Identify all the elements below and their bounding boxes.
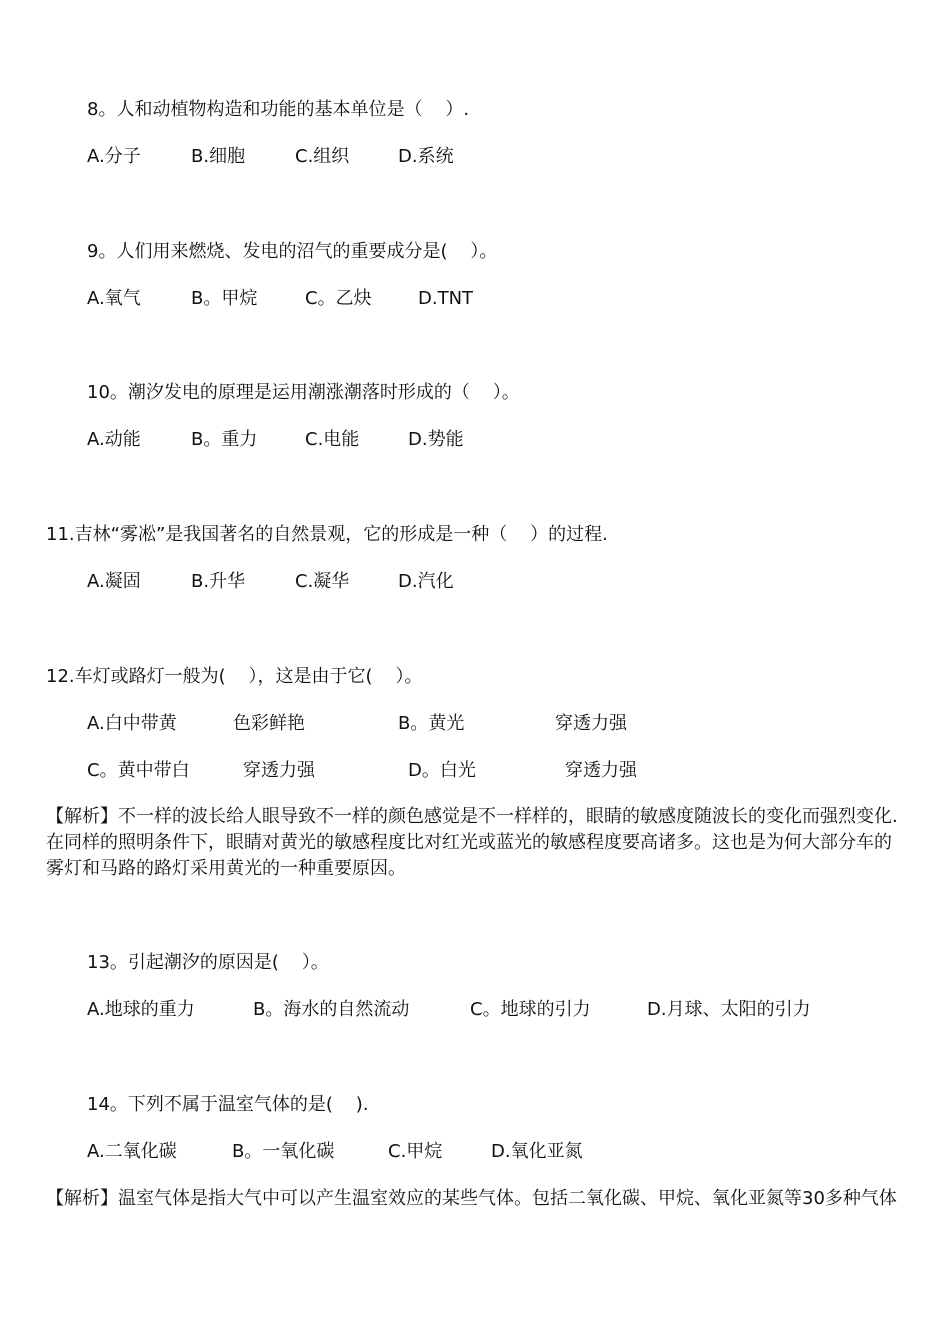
question-12-option-c: C。黄中带白	[87, 760, 190, 781]
question-11-stem: 11.吉林“雾凇”是我国著名的自然景观，它的形成是一种（ ）的过程.	[46, 524, 608, 545]
question-10-option-d: D.势能	[408, 429, 464, 450]
question-14-option-c: C.甲烷	[388, 1141, 443, 1162]
question-12-option-d: D。白光	[408, 760, 476, 781]
question-14-option-b: B。一氧化碳	[232, 1141, 335, 1162]
question-10-option-a: A.动能	[87, 429, 141, 450]
question-8-option-a: A.分子	[87, 146, 141, 167]
question-13-option-d: D.月球、太阳的引力	[647, 999, 811, 1020]
question-12-option-b: B。黄光	[398, 713, 465, 734]
question-14-option-a: A.二氧化碳	[87, 1141, 177, 1162]
question-9-option-d: D.TNT	[418, 288, 474, 309]
question-9-option-c: C。乙炔	[305, 288, 372, 309]
question-9-stem: 9。人们用来燃烧、发电的沼气的重要成分是( ）。	[87, 241, 498, 262]
question-12-option-a-desc: 色彩鲜艳	[233, 713, 305, 734]
question-9-option-a: A.氧气	[87, 288, 141, 309]
question-13-option-a: A.地球的重力	[87, 999, 195, 1020]
question-12-option-a: A.白中带黄	[87, 713, 177, 734]
question-8-option-d: D.系统	[398, 146, 454, 167]
question-12-stem: 12.车灯或路灯一般为( ），这是由于它( ）。	[46, 666, 423, 687]
question-11-option-b: B.升华	[191, 571, 246, 592]
question-11-option-d: D.汽化	[398, 571, 454, 592]
question-11-option-c: C.凝华	[295, 571, 350, 592]
question-13-stem: 13。引起潮汐的原因是( ）。	[87, 952, 329, 973]
question-10-option-b: B。重力	[191, 429, 258, 450]
question-9-option-b: B。甲烷	[191, 288, 258, 309]
question-12-option-c-desc: 穿透力强	[243, 760, 315, 781]
question-8-option-b: B.细胞	[191, 146, 246, 167]
question-12-option-d-desc: 穿透力强	[565, 760, 637, 781]
question-14-stem: 14。下列不属于温室气体的是( ).	[87, 1094, 369, 1115]
question-14-option-d: D.氧化亚氮	[491, 1141, 583, 1162]
question-11-option-a: A.凝固	[87, 571, 141, 592]
question-13-option-b: B。海水的自然流动	[253, 999, 410, 1020]
question-14-analysis: 【解析】温室气体是指大气中可以产生温室效应的某些气体。包括二氧化碳、甲烷、氧化亚氮等30多种气体	[46, 1188, 897, 1209]
question-10-stem: 10。潮汐发电的原理是运用潮涨潮落时形成的（ ）。	[87, 382, 520, 403]
question-10-option-c: C.电能	[305, 429, 360, 450]
question-8-option-c: C.组织	[295, 146, 350, 167]
question-12-option-b-desc: 穿透力强	[555, 713, 627, 734]
question-13-option-c: C。地球的引力	[470, 999, 591, 1020]
question-8-stem: 8。人和动植物构造和功能的基本单位是（ ）.	[87, 99, 470, 120]
question-12-analysis: 【解析】不一样的波长给人眼导致不一样的颜色感觉是不一样样的，眼睛的敏感度随波长的变化而强烈变化.在同样的照明条件下，眼睛对黄光的敏感程度比对红光或蓝光的敏感程度要高诸多。这也是为何大部分车的雾灯和马路的路灯采用黄光的一种重要原因。	[46, 806, 898, 879]
